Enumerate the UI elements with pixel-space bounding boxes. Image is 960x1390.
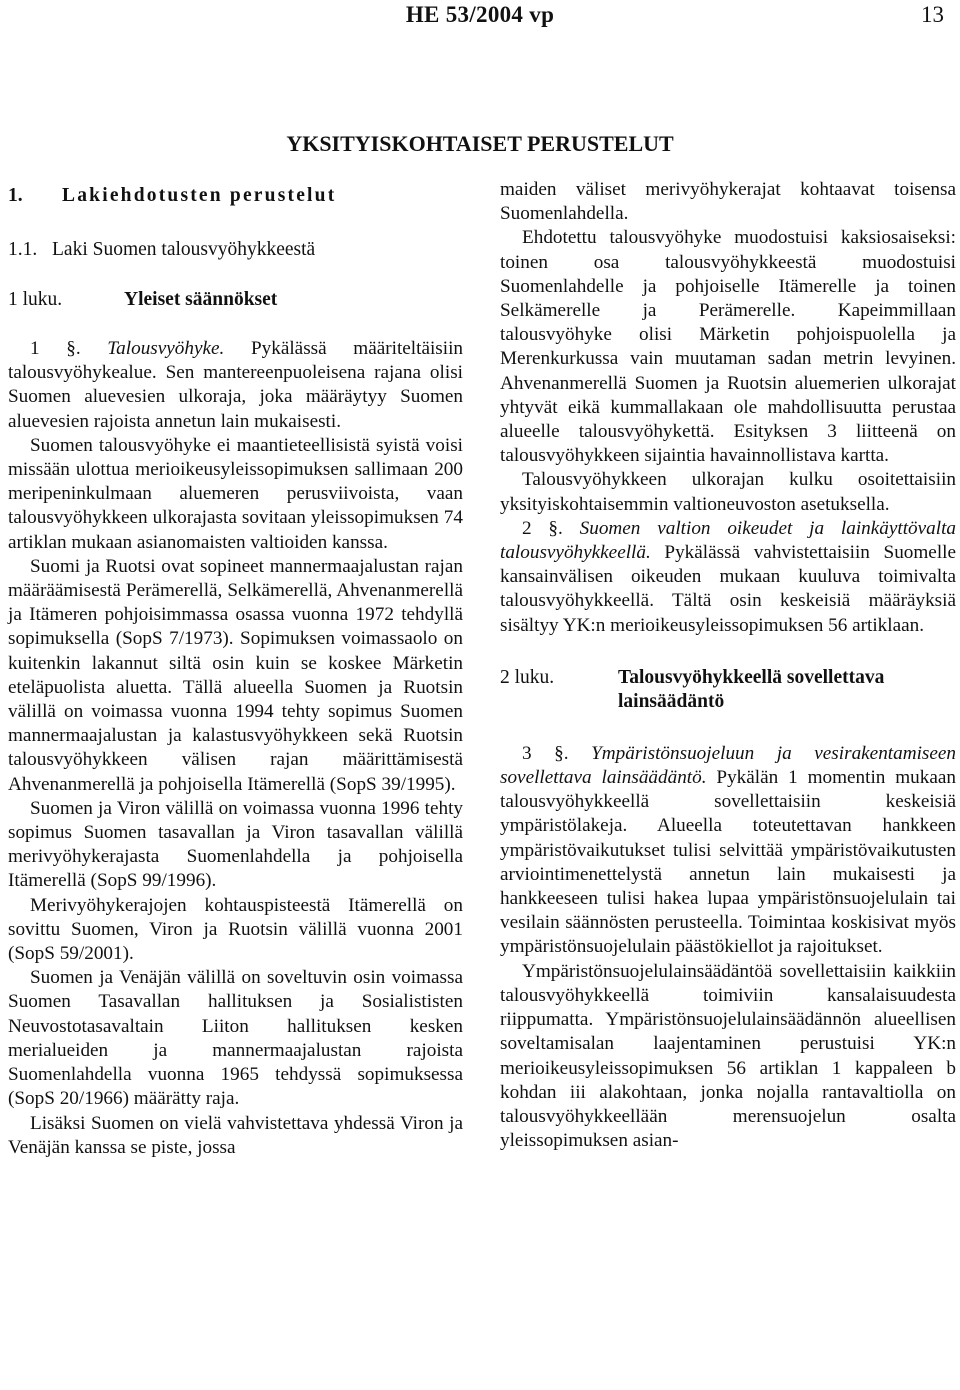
left-column: [8, 183, 463, 1160]
section-title: YKSITYISKOHTAISET PERUSTELUT: [286, 131, 674, 156]
section-number: 2 §.: [522, 517, 563, 539]
paragraph: Merivyöhykerajojen kohtauspisteestä Itämerellä on sovittu Suomen, Viron ja Ruotsin välillä vuonna 2001 (SopS 59/2001).: [8, 894, 463, 965]
heading-1-title: Lakiehdotusten perustelut: [62, 185, 337, 206]
paragraph: [500, 742, 956, 960]
chapter-title: Yleiset säännökset: [124, 289, 278, 310]
chapter-number: 2 luku.: [500, 666, 555, 688]
paragraph: Suomen talousvyöhyke ei maantieteellisistä syistä voisi missään ulottua merioikeusyleissopimuksen sallimaan 200 meripeninkulmaan aluemeren perusviivoista, vaan talousvyöhykkeen ulkorajasta sovitaan yleissopimuksen 74 artiklan mukaan asianomaisten valtioiden kanssa.: [8, 434, 463, 553]
section-number: 1 §.: [30, 338, 81, 359]
paragraph: [500, 517, 956, 638]
chapter-title: Talousvyöhykkeellä sovellettava lainsäädäntö: [618, 666, 885, 712]
section-title-italic: Suomen valtion oikeudet ja lainkäyttövalta talousvyöhykkeellä.: [500, 517, 956, 564]
chapter-heading: [8, 289, 463, 311]
document-id: HE 53/2004 vp: [405, 2, 555, 27]
right-column: [500, 178, 956, 1153]
section-title-italic: Ympäristönsuojeluun ja vesirakentamiseen sovellettava lainsäädäntö.: [500, 742, 956, 789]
chapter-number: 1 luku.: [8, 289, 63, 310]
heading-2-title: Laki Suomen talousvyöhykkeestä: [52, 239, 316, 260]
paragraph: Suomi ja Ruotsi ovat sopineet mannermaajalustan rajan määräämisestä Perämerellä, Selkämerellä, Ahvenanmerellä ja Itämeren pohjoisimmassa osassa vuonna 1972 tehdyllä sopimuksella (SopS 7/1973). Sopimuksen voimassaolo on kuitenkin lakannut siltä osin kuin se koskee Märketin eteläpuolista aluetta. Tällä alueella Suomen ja Ruotsin välillä on voimassa vuonna 1994 tehty sopimus Suomen mannermaajalustan ja kalastusvyöhykkeen sekä Ruotsin talousvyöhykkeen välisen rajan määrittämisestä Ahvenanmerellä ja pohjoisella Itämerellä (SopS 39/1995).: [8, 555, 463, 795]
heading-2: [8, 239, 463, 261]
paragraph: Suomen ja Viron välillä on voimassa vuonna 1996 tehty sopimus Suomen tasavallan ja Viron tasavallan välillä merivyöhykerajasta Suomenlahdella ja pohjoisella Itämerellä (SopS 99/1996).: [8, 797, 463, 892]
paragraph: Ympäristönsuojelulainsäädäntöä sovellettaisiin kaikkiin talousvyöhykkeellä toimiviin kansalaisuudesta riippumatta. Ympäristönsuojelulainsäädännön alueellisen soveltamisalan laajentaminen perustuisi YK:n merioikeusyleissopimuksen 56 artiklan 1 kappaleen b kohdan iii alakohtaan, jonka nojalla rantavaltiolla on talousvyöhykkeellään merensuojelun osalta yleissopimuksen asian-: [500, 960, 956, 1152]
section-title-italic: Talousvyöhyke.: [107, 338, 225, 359]
paragraph-text: Pykälässä määriteltäisiin talousvyöhykealue. Sen mantereenpuoleisena rajana olisi Suomen aluevesien ulkoraja, joka määräytyy Suomen aluevesien rajoista annetun lain mukaisesti.: [8, 338, 464, 432]
paragraph: Ehdotettu talousvyöhyke muodostuisi kaksiosaiseksi: toinen osa talousvyöhykkeestä muodostuisi Suomenlahdelle ja pohjoiselle Itämerelle ja toinen Selkämerelle ja Perämerelle. Kapeimmillaan talousvyöhyke olisi Märketin pohjoispuolella ja Merenkurkussa vain muutaman sadan metrin levyinen. Ahvenanmerellä Suomen ja Ruotsin aluemerien ulkorajat yhtyvät eikä kummallakaan ole mahdollisuutta perustaa alueelle talousvyöhykettä. Esityksen 3 liitteenä on talousvyöhykkeen sijaintia havainnollistava kartta.: [500, 227, 956, 467]
paragraph: Suomen ja Venäjän välillä on soveltuvin osin voimassa Suomen Tasavallan hallituksen ja Sosialististen Neuvostotasavaltain Liiton hallituksen kesken merialueiden ja mannermaajalustan rajoista Suomenlahdella vuonna 1965 tehdyssä sopimuksessa (SopS 20/1966) määrätty raja.: [8, 967, 463, 1110]
heading-2-number: 1.1.: [8, 239, 38, 260]
paragraph: Talousvyöhykkeen ulkorajan kulku osoitettaisiin yksityiskohtaisemmin valtioneuvoston asetuksella.: [500, 469, 956, 515]
section-number: 3 §.: [522, 742, 569, 764]
paragraph: [8, 337, 463, 434]
heading-1: [8, 183, 463, 209]
paragraph-text: Pykälän 1 momentin mukaan talousvyöhykkeellä sovellettaisiin keskeisiä ympäristölakeja. Alueella toteutettavan hankkeen ympäristövaikutukset tulisi selvittää ympäristövaikutusten arviointimenettelystä annetun lain mukaisesti ja hankkeeseen tulisi hakea lupaa ympäristönsuojelulain tai vesilain säännösten perusteella. Toimintaa koskisivat myös ympäristönsuojelulain päästökiellot ja rajoitukset.: [500, 767, 956, 958]
page-number: 13: [921, 2, 944, 27]
chapter-heading: [500, 666, 956, 714]
paragraph: maiden väliset merivyöhykerajat kohtaavat toisensa Suomenlahdella.: [500, 179, 956, 225]
heading-1-number: 1.: [8, 185, 23, 206]
paragraph: Lisäksi Suomen on vielä vahvistettava yhdessä Viron ja Venäjän kanssa se piste, jossa: [8, 1112, 463, 1158]
paragraph-text: Pykälässä vahvistettaisiin Suomelle kansainvälisen oikeuden mukaan kuuluva toimivalta talousvyöhykkeellä. Tältä osin keskeisiä määräyksiä sisältyy YK:n merioikeusyleissopimuksen 56 artiklaan.: [500, 542, 957, 636]
